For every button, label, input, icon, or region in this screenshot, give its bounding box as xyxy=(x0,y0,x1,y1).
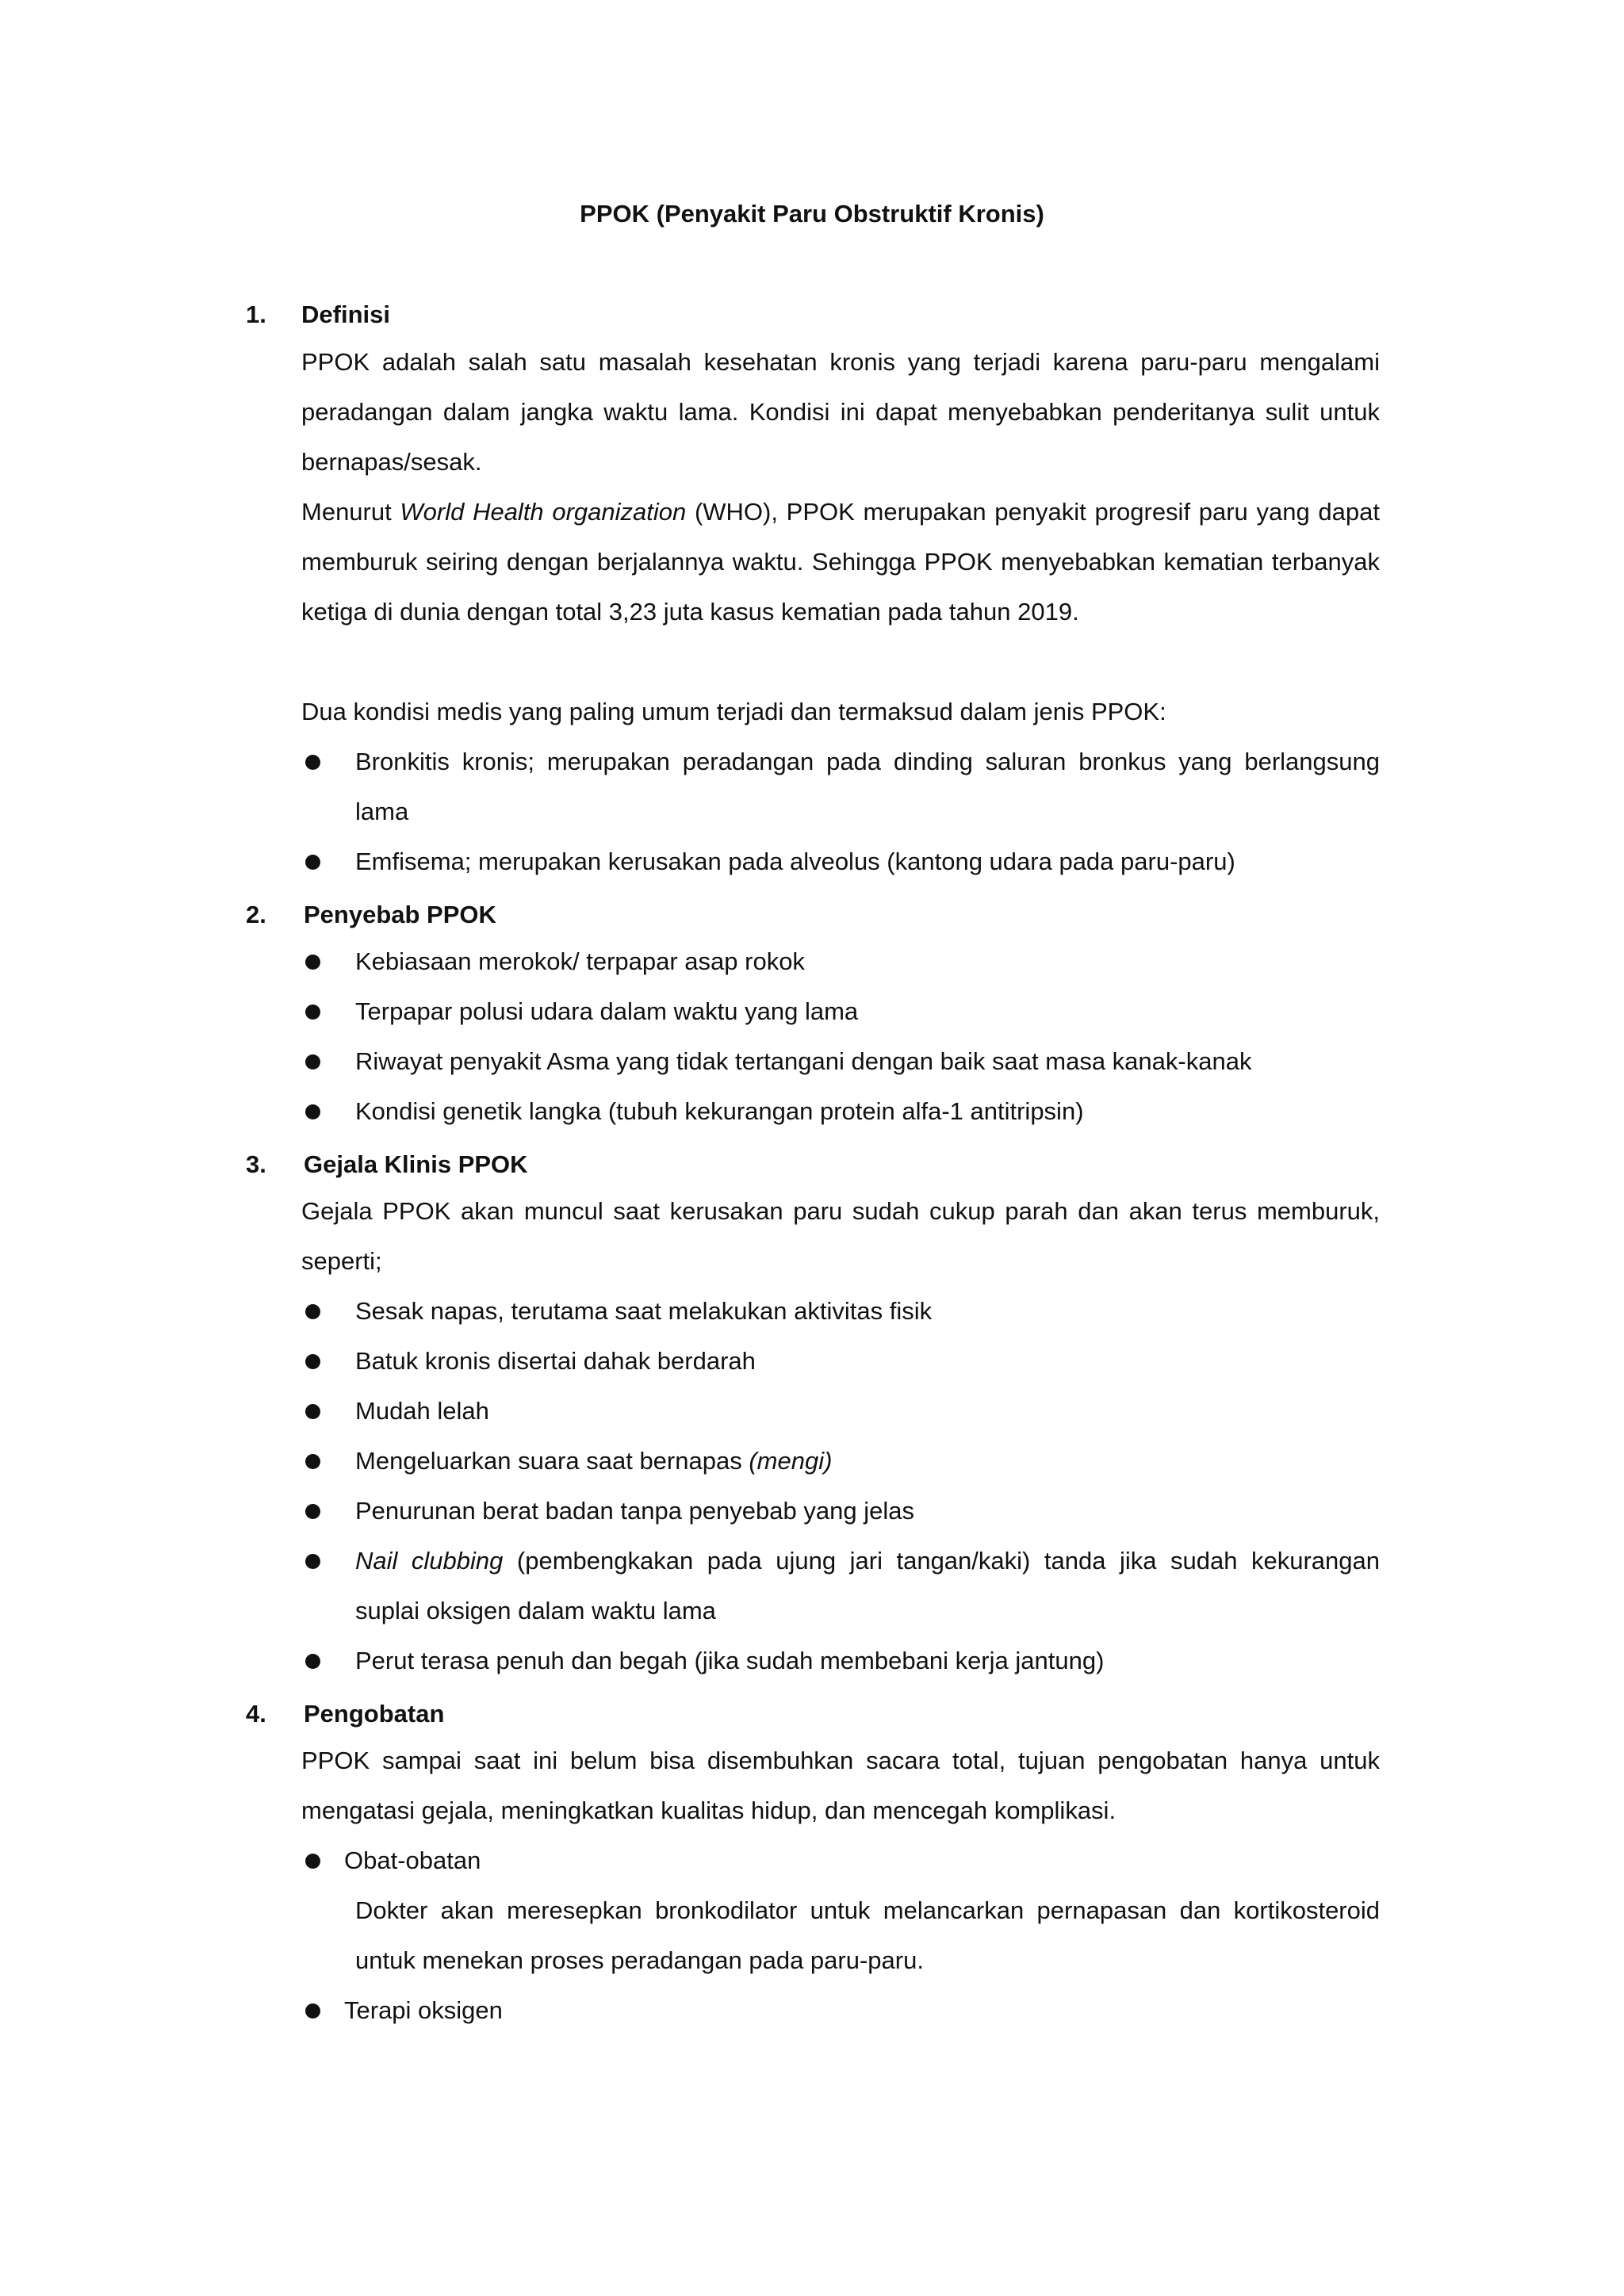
list-item-text: Sesak napas, terutama saat melakukan aktivitas fisik xyxy=(355,1297,933,1325)
section-2-heading: Penyebab PPOK xyxy=(304,901,496,928)
list-item-text: Batuk kronis disertai dahak berdarah xyxy=(355,1347,756,1375)
section-4-heading: Pengobatan xyxy=(304,1700,445,1728)
list-item xyxy=(301,836,1380,886)
list-item-text: Penurunan berat badan tanpa penyebab yang jelas xyxy=(355,1497,914,1525)
bullet-icon xyxy=(305,1404,320,1419)
list-item-text: Perut terasa penuh dan begah (jika sudah membebani kerja jantung) xyxy=(355,1647,1105,1674)
list-item-text xyxy=(355,1436,1380,1486)
list-item-text: Mudah lelah xyxy=(355,1397,489,1425)
section-4-number: 4. xyxy=(246,1700,266,1728)
list-item-text-part: (pembengkakan pada ujung jari tangan/kaki) tanda jika sudah kekurangan suplai oksigen dalam waktu lama xyxy=(355,1547,1380,1624)
bullet-icon xyxy=(305,1654,320,1669)
bullet-icon xyxy=(305,1504,320,1519)
section-1-heading: Definisi xyxy=(301,300,390,328)
list-item-text-part: Mengeluarkan suara saat bernapas xyxy=(355,1447,749,1475)
italic-term: World Health organization xyxy=(400,498,687,526)
list-item xyxy=(301,1985,1380,2035)
section-1-paragraph-1: PPOK adalah salah satu masalah kesehatan kronis yang terjadi karena paru-paru mengalami peradangan dalam jangka waktu lama. Kondisi ini dapat menyebabkan penderitanya sulit untuk bernapas/sesak. xyxy=(301,348,1380,476)
bullet-icon xyxy=(305,1104,320,1119)
list-item-text: Emfisema; merupakan kerusakan pada alveolus (kantong udara pada paru-paru) xyxy=(355,848,1235,875)
section-1-number: 1. xyxy=(246,300,266,328)
list-item-text: Terpapar polusi udara dalam waktu yang lama xyxy=(355,997,859,1025)
section-1-paragraph-3: Dua kondisi medis yang paling umum terjadi dan termaksud dalam jenis PPOK: xyxy=(301,698,1166,725)
bullet-icon xyxy=(305,955,320,970)
list-item xyxy=(301,986,1380,1036)
bullet-icon xyxy=(305,855,320,870)
list-item xyxy=(301,936,1380,986)
list-item xyxy=(301,1436,1380,1486)
document-title: PPOK (Penyakit Paru Obstruktif Kronis) xyxy=(580,200,1044,228)
list-item-text xyxy=(355,1536,1380,1636)
section-1-paragraph-2 xyxy=(301,487,1380,637)
section-3-number: 3. xyxy=(246,1150,266,1178)
section-4-intro: PPOK sampai saat ini belum bisa disembuhkan sacara total, tujuan pengobatan hanya untuk mengatasi gejala, meningkatkan kualitas hidup, dan mencegah komplikasi. xyxy=(301,1747,1380,1824)
list-item xyxy=(301,1336,1380,1386)
list-item-detail: Dokter akan meresepkan bronkodilator untuk melancarkan pernapasan dan kortikosteroid untuk menekan proses peradangan pada paru-paru. xyxy=(355,1896,1380,1974)
bullet-icon xyxy=(305,1454,320,1469)
section-2-number: 2. xyxy=(246,901,266,928)
bullet-icon xyxy=(305,1854,320,1869)
italic-term: (mengi) xyxy=(749,1447,833,1475)
list-item-text: Kebiasaan merokok/ terpapar asap rokok xyxy=(355,947,805,975)
italic-term: Nail clubbing xyxy=(355,1547,504,1575)
list-item-text: Kondisi genetik langka (tubuh kekurangan protein alfa-1 antitripsin) xyxy=(355,1097,1084,1125)
section-3-heading: Gejala Klinis PPOK xyxy=(304,1150,528,1178)
list-item-label: Obat-obatan xyxy=(344,1846,481,1874)
list-item xyxy=(301,1835,1380,1885)
paragraph-text: Menurut xyxy=(301,498,400,526)
list-item-text: Riwayat penyakit Asma yang tidak tertangani dengan baik saat masa kanak-kanak xyxy=(355,1047,1252,1075)
bullet-icon xyxy=(305,1004,320,1020)
list-item xyxy=(301,1036,1380,1086)
list-item xyxy=(301,1286,1380,1336)
paragraph-text: (WHO), PPOK merupakan penyakit progresif paru yang dapat memburuk seiring dengan berjalannya waktu. Sehingga PPOK menyebabkan kematian terbanyak ketiga di dunia dengan total 3,23 juta kasus kematian pada tahun 2019. xyxy=(301,498,1380,626)
bullet-icon xyxy=(305,1054,320,1070)
list-item xyxy=(301,1486,1380,1536)
section-3-intro: Gejala PPOK akan muncul saat kerusakan paru sudah cukup parah dan akan terus memburuk, seperti; xyxy=(301,1197,1380,1275)
bullet-icon xyxy=(305,1554,320,1569)
bullet-icon xyxy=(305,2003,320,2019)
bullet-icon xyxy=(305,1304,320,1319)
list-item xyxy=(301,1086,1380,1136)
bullet-icon xyxy=(305,755,320,770)
list-item xyxy=(301,1536,1380,1636)
list-item xyxy=(301,1636,1380,1686)
list-item xyxy=(301,737,1380,836)
list-item-text: Bronkitis kronis; merupakan peradangan pada dinding saluran bronkus yang berlangsung lama xyxy=(355,748,1380,825)
list-item-label: Terapi oksigen xyxy=(344,1996,503,2024)
list-item xyxy=(301,1386,1380,1436)
bullet-icon xyxy=(305,1354,320,1369)
